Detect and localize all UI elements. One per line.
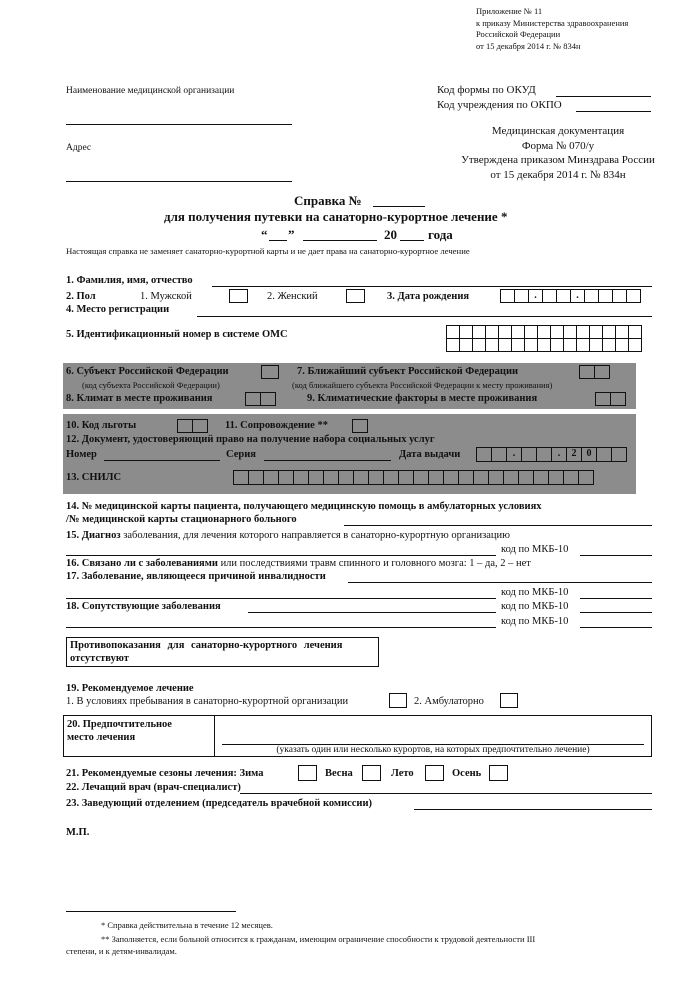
female-checkbox[interactable] xyxy=(346,289,365,303)
snils-cell[interactable] xyxy=(353,470,369,485)
appendix-line: Приложение № 11 xyxy=(476,6,543,16)
f16-label-bold: 16. Связано ли с заболеваниями xyxy=(66,558,218,569)
f18-label: 18. Сопутствующие заболевания xyxy=(66,601,221,612)
f2-label: 2. Пол xyxy=(66,291,96,302)
certificate-title: Справка № xyxy=(294,193,362,208)
f5-label: 5. Идентификационный номер в системе ОМС xyxy=(66,329,288,340)
date-separator: . xyxy=(570,289,585,303)
oms-cell[interactable] xyxy=(576,325,590,339)
oms-number-cells[interactable] xyxy=(447,325,642,352)
f17-label: 17. Заболевание, являющееся причиной инвалидности xyxy=(66,571,326,582)
benefit-code-cells[interactable] xyxy=(178,419,208,433)
f15-label-bold: 15. Диагноз xyxy=(66,530,121,541)
date-cell[interactable] xyxy=(611,447,627,462)
f19-option2: 2. Амбулаторно xyxy=(414,696,484,707)
snils-cell[interactable] xyxy=(563,470,579,485)
okpo-field[interactable] xyxy=(576,111,651,112)
snils-cell[interactable] xyxy=(323,470,339,485)
mkb-label: код по МКБ-10 xyxy=(501,544,569,555)
female-label: 2. Женский xyxy=(267,291,318,302)
oms-cell[interactable] xyxy=(524,325,538,339)
date-cell[interactable] xyxy=(556,289,571,303)
autumn-label: Осень xyxy=(452,768,482,779)
spring-label: Весна xyxy=(325,768,353,779)
sanatorium-checkbox[interactable] xyxy=(389,693,407,708)
male-checkbox[interactable] xyxy=(229,289,248,303)
date-separator: . xyxy=(528,289,543,303)
date-cell[interactable] xyxy=(476,447,492,462)
snils-cell[interactable] xyxy=(233,470,249,485)
diagnosis-field[interactable] xyxy=(66,555,496,556)
f8-label: 8. Климат в месте проживания xyxy=(66,393,213,404)
snils-cell[interactable] xyxy=(518,470,534,485)
snils-cell[interactable] xyxy=(443,470,459,485)
form-info-line: Утверждена приказом Минздрава России xyxy=(461,154,655,166)
okud-label: Код формы по ОКУД xyxy=(437,84,536,96)
snils-cell[interactable] xyxy=(413,470,429,485)
oms-cell[interactable] xyxy=(550,325,564,339)
oms-cell[interactable] xyxy=(511,325,525,339)
snils-cell[interactable] xyxy=(548,470,564,485)
snils-cell[interactable] xyxy=(263,470,279,485)
snils-cell[interactable] xyxy=(308,470,324,485)
year-prefix: 20 xyxy=(384,227,397,242)
okud-field[interactable] xyxy=(556,96,651,97)
date-cell[interactable] xyxy=(491,447,507,462)
oms-cell[interactable] xyxy=(563,338,577,352)
f6-label: 6. Субъект Российской Федерации xyxy=(66,366,229,377)
climate-factor-cell[interactable] xyxy=(610,392,626,406)
winter-checkbox[interactable] xyxy=(298,765,317,781)
f14-label-line2: /№ медицинской карты стационарного больного xyxy=(66,514,297,525)
f20-hint: (указать один или несколько курортов, на которых предпочтительно лечение) xyxy=(276,745,590,755)
doc-number-field[interactable] xyxy=(104,460,220,461)
mkb-field[interactable] xyxy=(580,627,652,628)
snils-cell[interactable] xyxy=(503,470,519,485)
attending-doctor-field[interactable] xyxy=(240,793,652,794)
benefit-cell[interactable] xyxy=(177,419,193,433)
f10-label: 10. Код льготы xyxy=(66,420,137,431)
oms-cell[interactable] xyxy=(472,325,486,339)
okpo-label: Код учреждения по ОКПО xyxy=(437,99,562,111)
oms-cell[interactable] xyxy=(589,325,603,339)
day-field[interactable] xyxy=(269,240,287,241)
oms-cell[interactable] xyxy=(537,338,551,352)
year-suffix: года xyxy=(428,227,453,242)
disability-disease-field[interactable] xyxy=(348,582,652,583)
climate-cells[interactable] xyxy=(246,392,276,406)
nearest-region-cells[interactable] xyxy=(580,365,610,379)
f11-label: 11. Сопровождение ** xyxy=(225,420,328,431)
f3-label: 3. Дата рождения xyxy=(387,291,470,302)
oms-cell[interactable] xyxy=(459,325,473,339)
oms-cell[interactable] xyxy=(524,338,538,352)
f7-sublabel: (код ближайшего субъекта Российской Федерации к месту проживания) xyxy=(292,380,553,390)
appendix-line: Российской Федерации xyxy=(476,29,561,39)
contraindications-line2: отсутствуют xyxy=(70,653,129,664)
f15-label xyxy=(66,530,510,541)
snils-cell[interactable] xyxy=(278,470,294,485)
f16-label-rest: или последствиями травм спинного и головного мозга: 1 – да, 2 – нет xyxy=(217,558,531,569)
form-info xyxy=(430,124,686,182)
mkb-label: код по МКБ-10 xyxy=(501,601,569,612)
footnote-2-line1: ** Заполняется, если больной относится к гражданам, имеющим ограничение способности к трудовой деятельности III xyxy=(101,934,536,944)
region-code-cell[interactable] xyxy=(261,365,279,379)
birth-date-cells[interactable] xyxy=(501,289,641,303)
medical-card-number-field[interactable] xyxy=(344,525,652,526)
snils-cell[interactable] xyxy=(473,470,489,485)
form-info-line: Медицинская документация xyxy=(491,125,625,137)
table-divider xyxy=(214,715,215,757)
climate-factor-cells[interactable] xyxy=(596,392,626,406)
date-cell[interactable] xyxy=(521,447,537,462)
oms-cell[interactable] xyxy=(485,338,499,352)
certificate-number-field[interactable] xyxy=(373,206,425,207)
oms-cell[interactable] xyxy=(446,325,460,339)
year-digit: 2 xyxy=(566,447,582,462)
form-info-line: Форма № 070/у xyxy=(521,139,595,152)
comorbidity-field-2[interactable] xyxy=(66,627,496,628)
f20-label-line1: 20. Предпочтительное xyxy=(67,719,172,730)
snils-cell[interactable] xyxy=(248,470,264,485)
org-name-label: Наименование медицинской организации xyxy=(66,86,235,96)
snils-cell[interactable] xyxy=(383,470,399,485)
registration-field[interactable] xyxy=(197,316,652,317)
date-cell[interactable] xyxy=(584,289,599,303)
year-field[interactable] xyxy=(400,240,424,241)
oms-cell[interactable] xyxy=(511,338,525,352)
snils-cell[interactable] xyxy=(533,470,549,485)
f21-label: 21. Рекомендуемые сезоны лечения: Зима xyxy=(66,768,264,779)
address-field[interactable] xyxy=(66,181,292,182)
male-label: 1. Мужской xyxy=(140,291,192,302)
doc-series-field[interactable] xyxy=(264,460,391,461)
outpatient-checkbox[interactable] xyxy=(500,693,518,708)
date-cell[interactable] xyxy=(598,289,613,303)
snils-cell[interactable] xyxy=(488,470,504,485)
oms-cell[interactable] xyxy=(550,338,564,352)
f1-label: 1. Фамилия, имя, отчество xyxy=(66,275,193,286)
oms-cell[interactable] xyxy=(576,338,590,352)
disability-disease-field-2[interactable] xyxy=(66,598,496,599)
date-quote-close: ” xyxy=(288,227,295,242)
spring-checkbox[interactable] xyxy=(362,765,381,781)
snils-cell[interactable] xyxy=(458,470,474,485)
oms-cell[interactable] xyxy=(602,338,616,352)
certificate-subtitle: для получения путевки на санаторно-курортное лечение * xyxy=(164,209,508,224)
climate-cell[interactable] xyxy=(260,392,276,406)
f14-label-line1: 14. № медицинской карты пациента, получающего медицинскую помощь в амбулаторных условиях xyxy=(66,501,542,512)
climate-factor-cell[interactable] xyxy=(595,392,611,406)
f12-label: 12. Документ, удостоверяющий право на получение набора социальных услуг xyxy=(66,434,435,445)
form-info-line: от 15 декабря 2014 г. № 834н xyxy=(490,168,626,181)
date-cell[interactable] xyxy=(500,289,515,303)
oms-cell[interactable] xyxy=(628,338,642,352)
snils-cells[interactable] xyxy=(234,470,594,485)
snils-cell[interactable] xyxy=(398,470,414,485)
date-separator: . xyxy=(551,447,567,462)
oms-cell[interactable] xyxy=(472,338,486,352)
climate-cell[interactable] xyxy=(245,392,261,406)
mkb-label: код по МКБ-10 xyxy=(501,616,569,627)
f13-label: 13. СНИЛС xyxy=(66,472,122,483)
summer-label: Лето xyxy=(391,768,414,779)
full-name-field[interactable] xyxy=(212,286,652,287)
snils-cell[interactable] xyxy=(578,470,594,485)
region-cell[interactable] xyxy=(579,365,595,379)
date-cell[interactable] xyxy=(626,289,641,303)
escort-checkbox[interactable] xyxy=(352,419,368,433)
oms-cell[interactable] xyxy=(459,338,473,352)
f20-label-line2: место лечения xyxy=(67,732,136,743)
oms-cell[interactable] xyxy=(628,325,642,339)
appendix-line: к приказу Министерства здравоохранения xyxy=(476,17,629,28)
f19-label: 19. Рекомендуемое лечение xyxy=(66,683,194,694)
oms-cell[interactable] xyxy=(563,325,577,339)
summer-checkbox[interactable] xyxy=(425,765,444,781)
notice-text: Настоящая справка не заменяет санаторно-курортной карты и не дает права на санаторно-курортное лечение xyxy=(66,246,470,256)
mkb-field[interactable] xyxy=(580,612,652,613)
oms-cell[interactable] xyxy=(537,325,551,339)
contraindications-line1: Противопоказания для санаторно-курортного лечения xyxy=(70,640,343,651)
month-field[interactable] xyxy=(303,240,377,241)
oms-cell[interactable] xyxy=(589,338,603,352)
snils-cell[interactable] xyxy=(293,470,309,485)
f6-sublabel: (код субъекта Российской Федерации) xyxy=(82,380,220,390)
appendix-block xyxy=(476,6,628,52)
f22-label: 22. Лечащий врач (врач-специалист) xyxy=(66,782,241,793)
f7-label: 7. Ближайший субъект Российской Федерации xyxy=(297,366,519,377)
f16-label xyxy=(66,558,531,569)
year-digit: 0 xyxy=(581,447,597,462)
oms-cell[interactable] xyxy=(485,325,499,339)
org-name-field[interactable] xyxy=(66,124,292,125)
date-separator: . xyxy=(506,447,522,462)
f19-option1: 1. В условиях пребывания в санаторно-курортной организации xyxy=(66,696,349,707)
mkb-label: код по МКБ-10 xyxy=(501,587,569,598)
autumn-checkbox[interactable] xyxy=(489,765,508,781)
date-cell[interactable] xyxy=(612,289,627,303)
benefit-cell[interactable] xyxy=(192,419,208,433)
region-cell[interactable] xyxy=(594,365,610,379)
oms-cell[interactable] xyxy=(498,325,512,339)
head-of-department-field[interactable] xyxy=(414,809,652,810)
date-cell[interactable] xyxy=(596,447,612,462)
footnote-1: * Справка действительна в течение 12 месяцев. xyxy=(101,920,273,930)
f4-label: 4. Место регистрации xyxy=(66,304,170,315)
snils-cell[interactable] xyxy=(428,470,444,485)
issue-date-cells[interactable] xyxy=(477,447,627,462)
footnote-divider xyxy=(66,911,236,912)
f15-label-rest: заболевания, для лечения которого направляется в санаторно-курортную организацию xyxy=(120,530,511,541)
comorbidity-field-1[interactable] xyxy=(248,612,496,613)
f9-label: 9. Климатические факторы в месте проживания xyxy=(307,393,538,404)
stamp-place-label: М.П. xyxy=(66,827,90,838)
snils-cell[interactable] xyxy=(338,470,354,485)
oms-cell[interactable] xyxy=(602,325,616,339)
oms-row[interactable] xyxy=(447,325,642,339)
date-cell[interactable] xyxy=(536,447,552,462)
oms-cell[interactable] xyxy=(446,338,460,352)
doc-number-label: Номер xyxy=(66,449,97,460)
appendix-line: от 15 декабря 2014 г. № 834н xyxy=(476,40,581,51)
mkb-field[interactable] xyxy=(580,555,652,556)
oms-row[interactable] xyxy=(447,338,642,352)
date-cell[interactable] xyxy=(542,289,557,303)
date-cell[interactable] xyxy=(514,289,529,303)
oms-cell[interactable] xyxy=(615,325,629,339)
address-label: Адрес xyxy=(66,143,92,153)
oms-cell[interactable] xyxy=(615,338,629,352)
date-quote-open: “ xyxy=(261,227,268,242)
issue-date-label: Дата выдачи xyxy=(399,449,461,460)
doc-series-label: Серия xyxy=(226,449,256,460)
oms-cell[interactable] xyxy=(498,338,512,352)
f23-label: 23. Заведующий отделением (председатель врачебной комиссии) xyxy=(66,798,373,809)
mkb-field[interactable] xyxy=(580,598,652,599)
footnote-2-line2: степени, и к детям-инвалидам. xyxy=(66,946,177,956)
snils-cell[interactable] xyxy=(368,470,384,485)
